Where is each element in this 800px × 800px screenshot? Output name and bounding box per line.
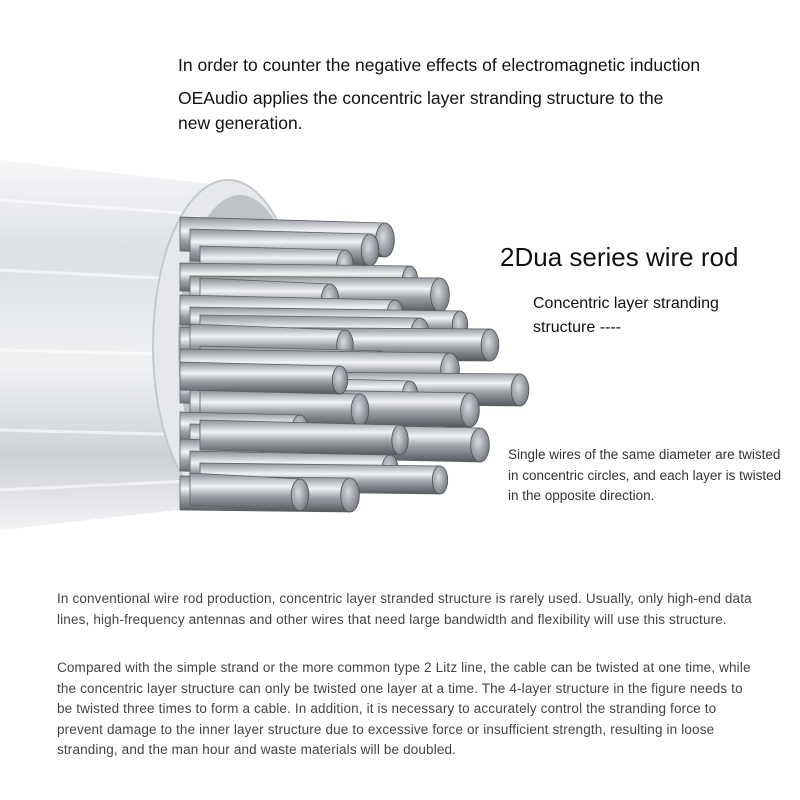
wire-description: Single wires of the same diameter are twisted in concentric circles, and each layer is twisted in the opposite direction. <box>508 447 782 503</box>
structure-label: Concentric layer stranding structure ---- <box>533 295 719 336</box>
header-text <box>178 54 778 136</box>
header-line-2: OEAudio applies the concentric layer stranding structure to the new generation. <box>178 88 664 133</box>
body-paragraph-2: Compared with the simple strand or the more common type 2 Litz line, the cable can be twisted at one time, while the concentric layer structure can only be twisted one layer at a time. The 4-layer structure in the figure needs to be twisted three times to form a cable. In addition, it is necessary to accurately control the stranding force to prevent damage to the inner layer structure due to excessive force or insufficient strength, resulting in loose stranding, and the man hour and waste materials will be doubled. <box>57 660 751 757</box>
body-paragraph-1: In conventional wire rod production, concentric layer stranded structure is rarely used. Usually, only high-end data lines, high-frequency antennas and other wires that need large bandwidth and flexibility will use this structure. <box>57 591 752 627</box>
series-title: 2Dua series wire rod <box>500 242 739 272</box>
header-line-1: In order to counter the negative effects of electromagnetic induction <box>178 55 701 75</box>
cable-cross-section-image <box>0 140 570 550</box>
